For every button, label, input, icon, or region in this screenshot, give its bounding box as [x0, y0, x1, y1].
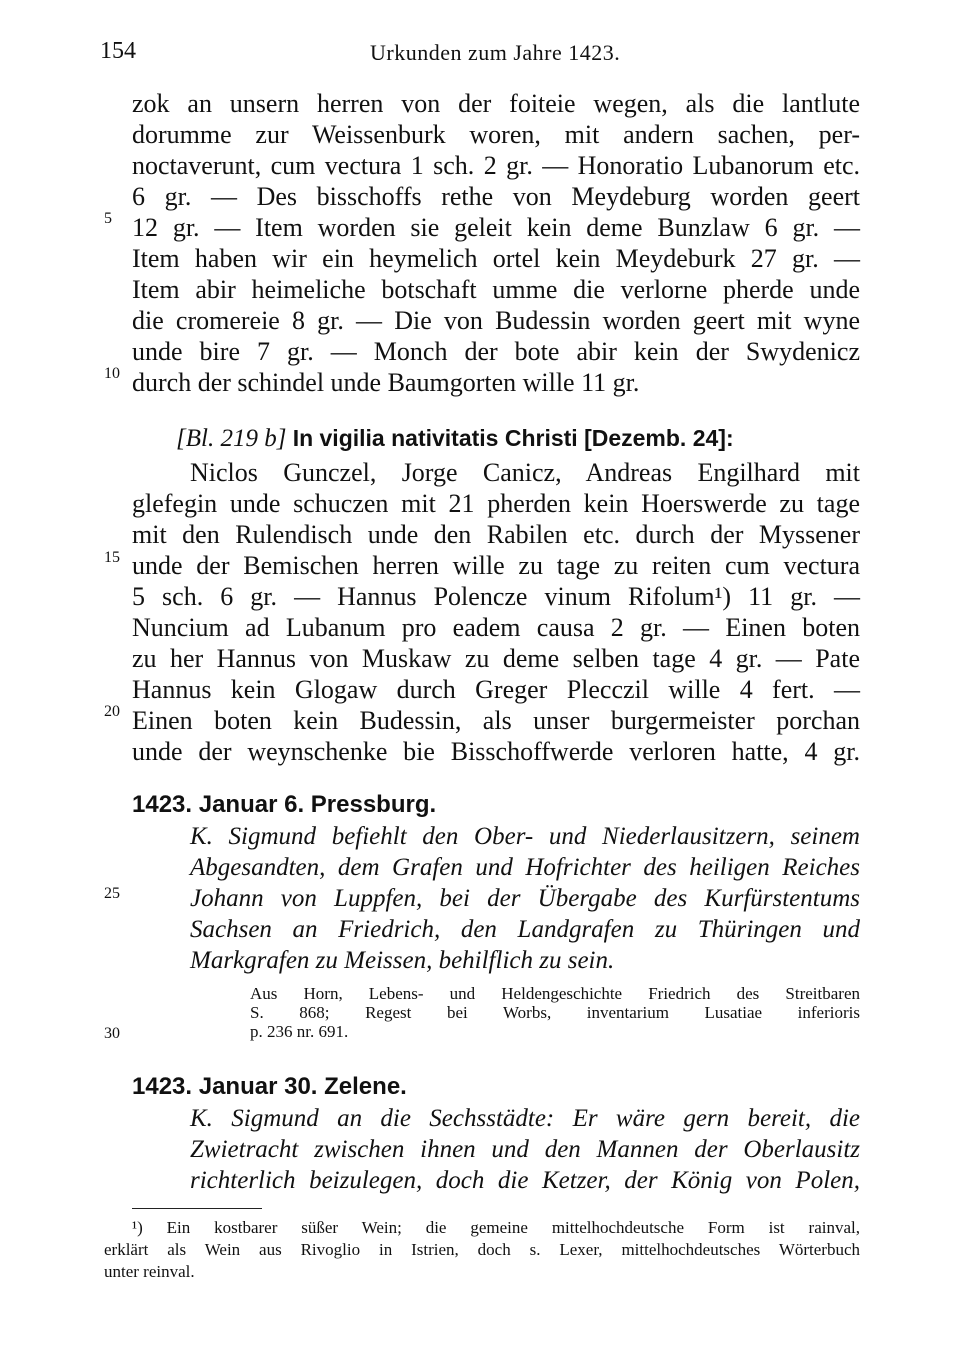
line-number: 25	[104, 885, 120, 902]
text-line: Hannus kein Glogaw durch Greger Plecczil wille 4 fert. —	[132, 675, 860, 704]
page-number: 154	[100, 38, 136, 64]
regest-line: Abgesandten, dem Grafen und Hofrichter des heiligen Reiches	[190, 854, 860, 881]
line-number: 30	[104, 1025, 120, 1042]
text-line: mit den Rulendisch unde den Rabilen etc. durch der Myssener	[132, 520, 860, 549]
regest-line: richterlich beizulegen, doch die Ketzer, der König von Polen,	[190, 1167, 860, 1194]
source-line: p. 236 nr. 691.	[250, 1022, 349, 1041]
regest-line: Sachsen an Friedrich, den Landgrafen zu Thüringen und	[190, 916, 860, 943]
section-heading	[176, 425, 734, 453]
text-line: zu her Hannus von Muskaw zu deme selben tage 4 gr. — Pate	[132, 644, 860, 673]
footnote-line: erklärt als Wein aus Rivoglio in Istrien, doch s. Lexer, mittelhochdeutsches Wörterbuch	[104, 1240, 860, 1259]
running-head: Urkunden zum Jahre 1423.	[370, 40, 621, 65]
entry-date-heading: 1423. Januar 6. Pressburg.	[132, 791, 437, 818]
source-line: S. 868; Regest bei Worbs, inventarium Lusatiae inferioris	[250, 1003, 860, 1022]
text-line: glefegin unde schuczen mit 21 pherden kein Hoerswerde zu tage	[132, 489, 860, 518]
text-line: noctaverunt, cum vectura 1 sch. 2 gr. — Honoratio Lubanorum etc.	[132, 151, 860, 180]
footnote-line: ¹) Ein kostbarer süßer Wein; die gemeine mittelhochdeutsche Form ist rainval,	[132, 1218, 860, 1237]
text-line: unde der Bemischen herren wille zu tage zu reiten cum vectura	[132, 551, 860, 580]
regest-line: Johann von Luppfen, bei der Übergabe des Kurfürstentums	[190, 885, 860, 912]
text-line: Item haben wir ein heymelich ortel kein Meydeburk 27 gr. —	[132, 244, 860, 273]
text-line: 12 gr. — Item worden sie geleit kein deme Bunzlaw 6 gr. —	[132, 213, 860, 242]
line-number: 20	[104, 703, 120, 720]
entry-date-heading: 1423. Januar 30. Zelene.	[132, 1073, 407, 1100]
text-line: 6 gr. — Des bisschoffs rethe von Meydeburg worden geert	[132, 182, 860, 211]
text-line: dorumme zur Weissenburk woren, mit andern sachen, per-	[132, 120, 860, 149]
footnote-rule	[132, 1208, 262, 1209]
text-line: durch der schindel unde Baumgorten wille 11 gr.	[132, 368, 640, 397]
section-title: In vigilia nativitatis Christi [Dezemb. 24]:	[292, 425, 734, 451]
footnote-line: unter reinval.	[104, 1262, 195, 1281]
regest-line: Zwietracht zwischen ihnen und den Mannen der Oberlausitz	[190, 1136, 860, 1163]
text-line: unde der weynschenke bie Bisschoffwerde verloren hatte, 4 gr.	[132, 737, 860, 766]
text-line: 5 sch. 6 gr. — Hannus Polencze vinum Rifolum¹) 11 gr. —	[132, 582, 860, 611]
regest-line: Markgrafen zu Meissen, behilflich zu sein.	[190, 947, 615, 974]
line-number: 10	[104, 365, 120, 382]
source-line: Aus Horn, Lebens- und Heldengeschichte Friedrich des Streitbaren	[250, 984, 860, 1003]
text-line: Nuncium ad Lubanum pro eadem causa 2 gr. — Einen boten	[132, 613, 860, 642]
text-line: unde bire 7 gr. — Monch der bote abir kein der Swydenicz	[132, 337, 860, 366]
line-number: 5	[104, 210, 112, 227]
line-number: 15	[104, 549, 120, 566]
regest-line: K. Sigmund befiehlt den Ober- und Niederlausitzern, seinem	[190, 823, 860, 850]
text-line: Niclos Gunczel, Jorge Canicz, Andreas Engilhard mit	[190, 458, 860, 487]
regest-line: K. Sigmund an die Sechsstädte: Er wäre gern bereit, die	[190, 1105, 860, 1132]
text-line: Item abir heimeliche botschaft umme die verlorne pherde unde	[132, 275, 860, 304]
text-line: die cromereie 8 gr. — Die von Budessin worden geert mit wyne	[132, 306, 860, 335]
text-line: Einen boten kein Budessin, als unser burgermeister porchan	[132, 706, 860, 735]
folio-reference: [Bl. 219 b]	[176, 425, 287, 452]
text-line: zok an unsern herren von der foiteie wegen, als die lantlute	[132, 89, 860, 118]
page-header	[100, 38, 860, 78]
